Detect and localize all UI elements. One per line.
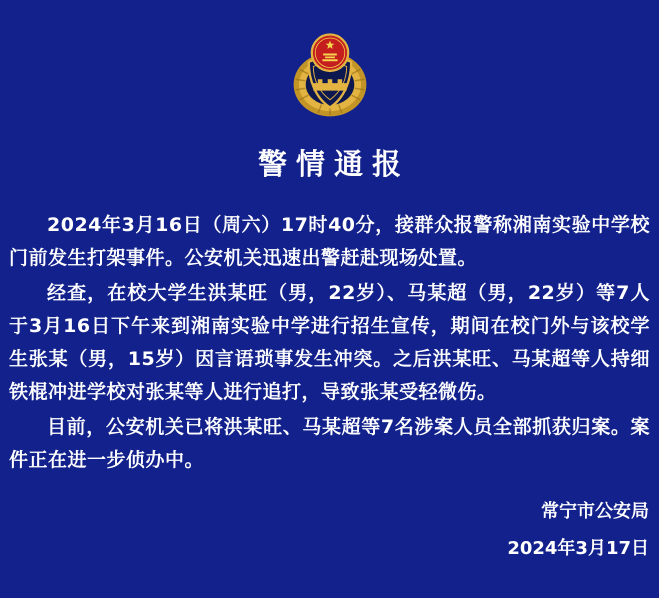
notice-paragraph: 目前，公安机关已将洪某旺、马某超等7名涉案人员全部抓获归案。案件正在进一步侦办中。 — [9, 416, 650, 471]
notice-title: 警情通报 — [257, 147, 410, 181]
notice-paragraph: 2024年3月16日（周六）17时40分，接群众报警称湘南实验中学校门前发生打架事件。公安机关迅速出警赶赴现场处置。 — [9, 214, 650, 269]
badge-container — [0, 0, 659, 126]
signature-block — [507, 500, 649, 561]
issuer-name: 常宁市公安局 — [541, 501, 649, 522]
police-badge-icon — [292, 30, 368, 124]
notice-paragraph: 经查，在校大学生洪某旺（男，22岁）、马某超（男，22岁）等7人于3月16日下午来到湘南实验中学进行招生宣传，期间在校门外与该校学生张某（男，15岁）因言语琐事发生冲突。之后洪某旺、马某超等人持细铁棍冲进学校对张某等人进行追打，导致张某受轻微伤。 — [9, 282, 650, 403]
issue-date: 2024年3月17日 — [507, 538, 649, 559]
notice-body — [9, 209, 650, 477]
